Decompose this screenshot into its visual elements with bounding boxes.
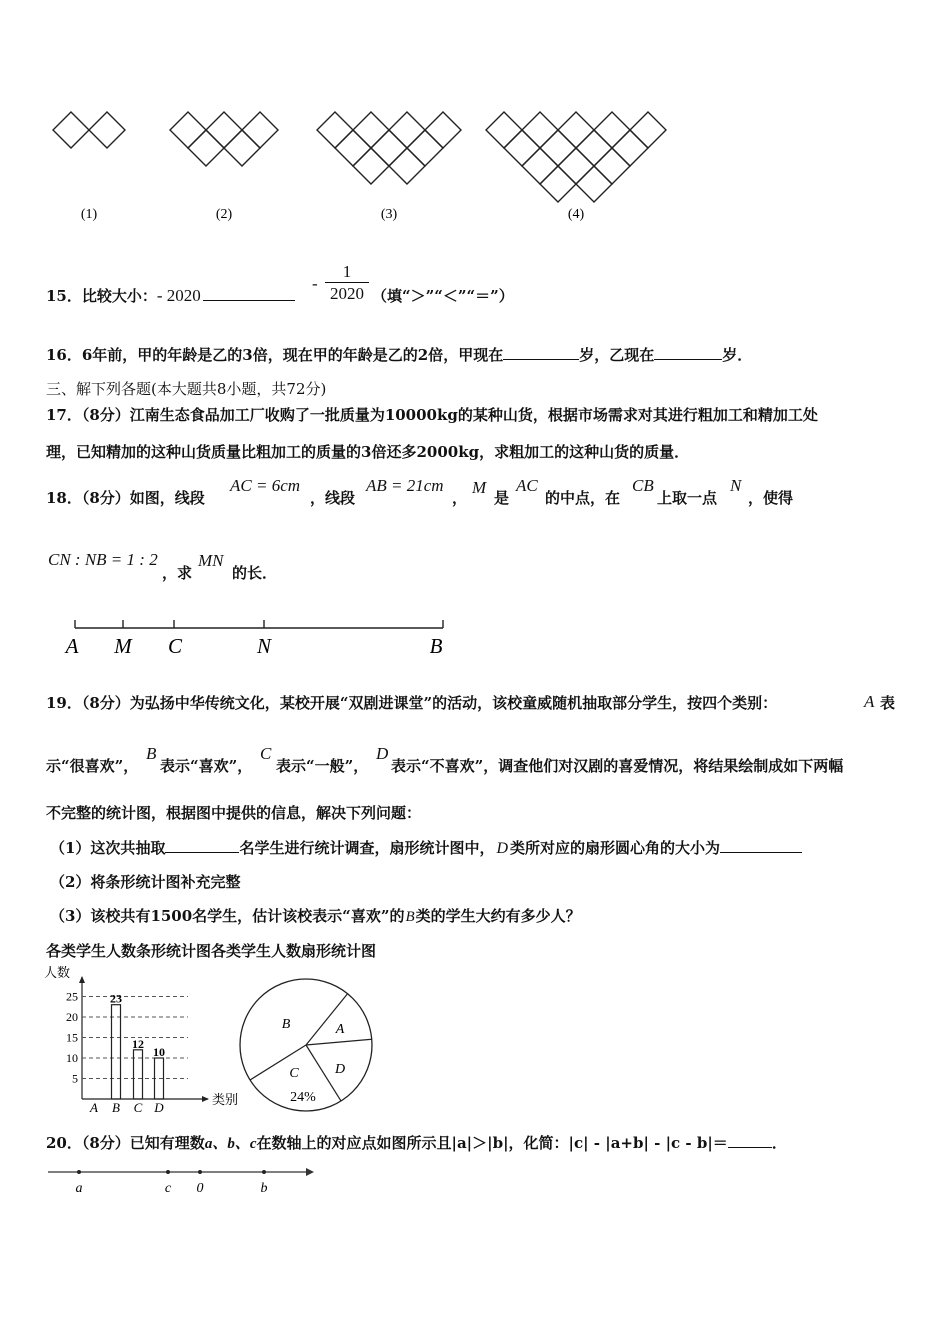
q20-mid: 在数轴上的对应点如图所示且|a|＞|b|，化简：|c| - |a+b| - |c - b|＝	[256, 1134, 728, 1152]
question-17-line-2: 理，已知精加的这种山货质量比粗加工的质量的3倍还多2000kg，求粗加工的这种山货的质量．	[46, 443, 690, 461]
pattern-4-square	[540, 166, 576, 202]
pattern-2-square	[242, 112, 278, 148]
question-19-line-1: 19．（8分）为弘扬中华传统文化，某校开展“双剧进课堂”的活动，该校童威随机抽取部分学生，按四个类别：	[46, 694, 778, 712]
q16-part1: 16．6年前，甲的年龄是乙的3倍，现在甲的年龄是乙的2倍，甲现在	[46, 346, 504, 364]
q18-ac-equation: AC = 6cm	[230, 476, 301, 495]
q19-line2-c-text: 表示“一般”，	[276, 757, 369, 775]
pattern-4-square	[594, 148, 630, 184]
pattern-3-square	[425, 112, 461, 148]
label-b: B	[429, 634, 443, 658]
q18-suffix: ，使得	[748, 489, 794, 507]
x-tick-label-A: A	[90, 1100, 98, 1115]
pattern-1-square	[89, 112, 125, 148]
square-pattern-figure	[40, 100, 680, 230]
pattern-3-square	[353, 112, 389, 148]
q19-line2-d-text: 表示“不喜欢”，调查他们对汉剧的喜爱情况，将结果绘制成如下两幅	[391, 757, 844, 775]
pattern-4-square	[594, 112, 630, 148]
y-tick-label: 5	[72, 1071, 78, 1086]
q15-fraction-denominator: 2020	[330, 284, 364, 303]
q15-fraction-numerator: 1	[325, 262, 369, 283]
q18-mn: MN	[198, 551, 224, 570]
pattern-4-square	[576, 166, 612, 202]
pattern-4-square	[504, 130, 540, 166]
pie-label-A: A	[335, 1022, 345, 1037]
pie-percent-C: 24%	[290, 1090, 316, 1105]
q19-sub-3	[50, 906, 581, 927]
pattern-4-square	[612, 130, 648, 166]
pattern-2-square	[170, 112, 206, 148]
pie-divider	[306, 994, 348, 1045]
y-tick-label: 20	[66, 1010, 78, 1024]
q19-line2-b-text: 表示“喜欢”，	[160, 757, 253, 775]
pie-label-B: B	[281, 1017, 291, 1032]
q18-ac: AC	[516, 476, 538, 495]
pattern-4-square	[576, 130, 612, 166]
q20-end: ．	[771, 1134, 787, 1152]
question-18-line-1	[46, 488, 205, 508]
bar-C	[134, 1050, 143, 1099]
pie-label-D: D	[334, 1062, 346, 1077]
q19-line2-c: C	[260, 744, 272, 763]
pattern-2-square	[206, 112, 242, 148]
point-a	[77, 1170, 81, 1174]
q18-mid2: 的中点，在	[545, 489, 621, 507]
label-m: M	[114, 634, 132, 658]
q18-mid3: 上取一点	[657, 489, 718, 507]
section-3-title: 三、解下列各题(本大题共8小题，共72分)	[46, 380, 327, 398]
x-tick-label-C: C	[133, 1100, 143, 1115]
pattern-4-square	[522, 148, 558, 184]
question-16	[46, 345, 752, 365]
q18-n: N	[730, 476, 742, 495]
q15-hint: （填“＞”“＜”“＝”）	[372, 287, 514, 305]
q20-answer-blank[interactable]	[728, 1133, 772, 1148]
y-axis-arrow-icon	[79, 976, 85, 983]
q15-fraction	[325, 262, 369, 305]
q19-line2-a: 示“很喜欢”，	[46, 757, 139, 775]
pattern-3-square	[353, 148, 389, 184]
pattern-2-square	[224, 130, 260, 166]
point-c	[166, 1170, 170, 1174]
pattern-4-square	[540, 130, 576, 166]
q20-number-line	[44, 1160, 324, 1200]
pattern-label-4: (4)	[567, 207, 585, 222]
q16-blank-yi[interactable]	[654, 345, 722, 360]
bar-chart	[40, 965, 250, 1115]
x-axis-arrow-icon	[202, 1096, 209, 1102]
pattern-3-square	[335, 130, 371, 166]
q19-blank-count[interactable]	[165, 838, 239, 853]
label-n: N	[256, 634, 272, 658]
q20-prefix: 20．（8分）已知有理数	[46, 1134, 205, 1152]
bar-value-label-B: 23	[110, 991, 122, 1006]
pie-divider	[306, 1039, 372, 1045]
q19-sub-2: （2）将条形统计图补充完整	[50, 873, 241, 891]
axis-label-a: a	[75, 1181, 83, 1196]
bar-value-label-C: 12	[132, 1036, 144, 1051]
axis-label-c: c	[164, 1181, 172, 1196]
q19-charts-caption: 各类学生人数条形统计图各类学生人数扇形统计图	[46, 942, 377, 960]
y-axis-label: 人数	[44, 965, 71, 980]
q18-m: M	[472, 478, 487, 497]
y-tick-label: 15	[66, 1030, 78, 1045]
q20-vars: a、b、c	[204, 1136, 257, 1152]
question-19-line-3: 不完整的统计图，根据图中提供的信息，解决下列问题：	[46, 804, 422, 822]
axis-label-b: b	[260, 1181, 268, 1196]
q19-sub1-b: 名学生进行统计调查，扇形统计图中，	[239, 839, 495, 857]
axis-label-0: 0	[196, 1181, 204, 1196]
pie-chart	[236, 976, 384, 1116]
pattern-3-square	[371, 130, 407, 166]
q19-sub-1	[50, 838, 802, 859]
pattern-label-2: (2)	[215, 207, 233, 222]
q15-left-value: - 2020	[156, 286, 201, 305]
q18-mid1: ，线段	[310, 489, 356, 507]
point-b	[262, 1170, 266, 1174]
bar-value-label-D: 10	[153, 1045, 165, 1059]
pattern-3-square	[407, 130, 443, 166]
pattern-3-square	[317, 112, 353, 148]
y-tick-label: 10	[66, 1051, 78, 1065]
question-15	[46, 286, 295, 306]
q18-ratio: CN : NB = 1 : 2	[48, 550, 158, 569]
q19-sub1-a: （1）这次共抽取	[50, 839, 166, 857]
q19-blank-angle[interactable]	[720, 838, 802, 853]
q19-line2-b: B	[146, 744, 157, 763]
pattern-4-square	[486, 112, 522, 148]
pattern-3-square	[389, 148, 425, 184]
pattern-2-square	[188, 130, 224, 166]
q15-minus: -	[312, 274, 318, 293]
pattern-3-square	[389, 112, 425, 148]
x-axis-label: 类别	[212, 1092, 239, 1107]
point-0	[198, 1170, 202, 1174]
q19-line2-d: D	[376, 744, 389, 763]
q19-line1-a: A	[864, 692, 875, 711]
q18-ab-equation: AB = 21cm	[366, 476, 444, 495]
pattern-label-1: (1)	[80, 207, 98, 222]
number-line-arrow-icon	[306, 1168, 314, 1176]
q16-part3: 岁．	[722, 346, 753, 364]
pattern-1-square	[53, 112, 89, 148]
q19-sub3-c: 类的学生大约有多少人？	[415, 907, 581, 925]
q19-sub3-b: B	[405, 909, 415, 925]
q15-answer-blank[interactable]	[203, 286, 295, 301]
x-tick-label-B: B	[112, 1100, 120, 1115]
question-20	[46, 1133, 787, 1154]
pattern-label-3: (3)	[380, 207, 398, 222]
pattern-4-square	[558, 148, 594, 184]
q18-ask-end: 的长．	[232, 564, 278, 582]
label-c: C	[167, 634, 183, 658]
bar-B	[112, 1005, 121, 1099]
pattern-4-square	[630, 112, 666, 148]
pattern-4-square	[522, 112, 558, 148]
label-a: A	[65, 634, 79, 658]
question-17-line-1: 17．（8分）江南生态食品加工厂收购了一批质量为10000kg的某种山货，根据市场需求对其进行粗加工和精加工处	[46, 406, 818, 424]
q19-sub3-a: （3）该校共有1500名学生，估计该校表示“喜欢”的	[50, 907, 405, 925]
x-tick-label-D: D	[154, 1100, 164, 1115]
pie-label-C: C	[289, 1066, 299, 1081]
q18-comma: ，	[452, 489, 468, 507]
q19-line1-end: 表	[880, 694, 896, 712]
q18-segment-diagram	[55, 612, 455, 662]
y-tick-label: 25	[66, 989, 78, 1004]
q16-blank-jia[interactable]	[503, 345, 579, 360]
q19-sub1-c: 类所对应的扇形圆心角的大小为	[510, 839, 721, 857]
q18-prefix: 18．（8分）如图，线段	[46, 489, 205, 507]
q16-part2: 岁，乙现在	[579, 346, 655, 364]
q15-text: 15．比较大小：	[46, 287, 157, 305]
q19-sub1-d: D	[496, 840, 509, 857]
pattern-4-square	[558, 112, 594, 148]
q18-is: 是	[494, 489, 510, 507]
q18-ask: ，求	[162, 564, 193, 582]
q18-cb: CB	[632, 476, 654, 495]
